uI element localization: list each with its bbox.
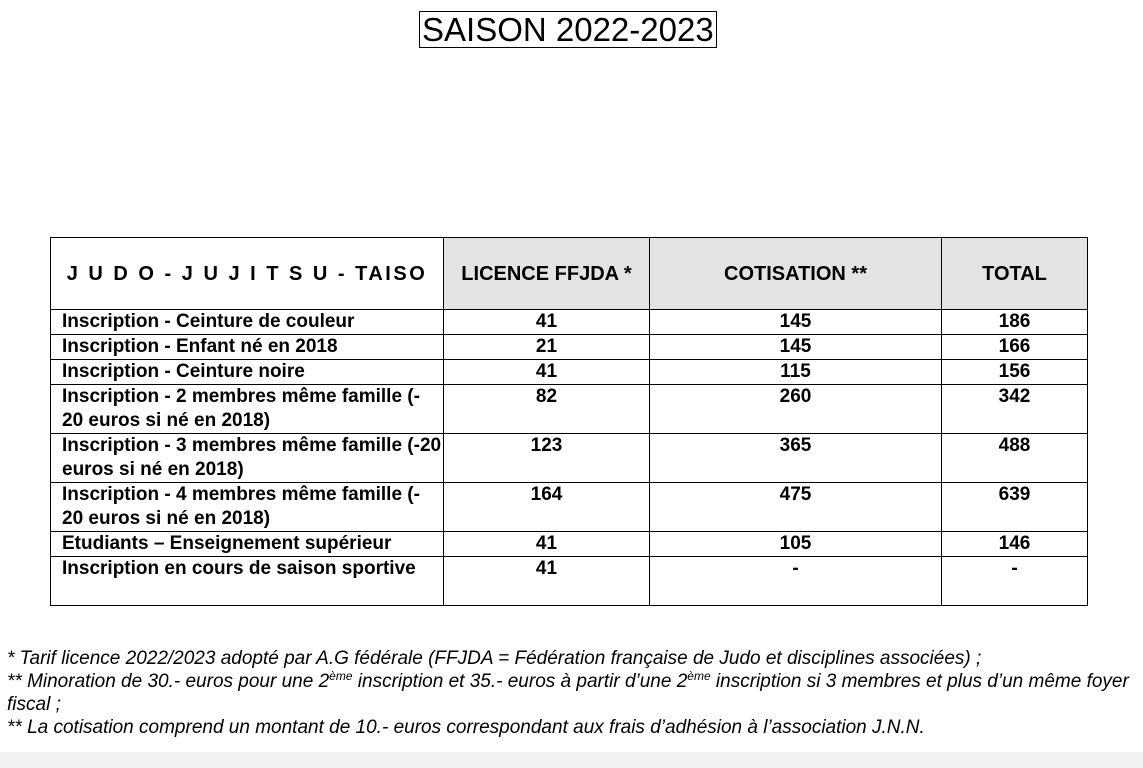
row-label: Inscription en cours de saison sportive [51,557,444,606]
header-cotisation: COTISATION ** [650,238,942,310]
footnotes [7,647,1137,739]
row-label: Inscription - 3 membres même famille (-20 euros si né en 2018) [51,434,444,483]
footnote-minoration: ** Minoration de 30.- euros pour une 2ème inscription et 35.- euros à partir d’une 2ème inscription si 3 membres et plus d’un même foyer fiscal ; [7,669,1129,715]
table-row [51,557,1088,606]
row-licence: 41 [444,360,650,385]
bottom-edge [0,752,1143,768]
row-label: Inscription - Ceinture de couleur [51,310,444,335]
row-cotisation: 365 [650,434,942,483]
table-row [51,310,1088,335]
row-licence: 21 [444,335,650,360]
row-label: Inscription - Enfant né en 2018 [51,335,444,360]
row-label: Etudiants – Enseignement supérieur [51,532,444,557]
row-licence: 41 [444,532,650,557]
table-row [51,335,1088,360]
row-label: Inscription - 2 membres même famille (- 20 euros si né en 2018) [51,385,444,434]
table-row [51,385,1088,434]
header-discipline: J U D O - J U J I T S U - TAISO [51,238,444,310]
table-row [51,532,1088,557]
row-licence: 164 [444,483,650,532]
row-cotisation: 115 [650,360,942,385]
row-total: 186 [942,310,1088,335]
row-total: 146 [942,532,1088,557]
table-row [51,483,1088,532]
row-total: 342 [942,385,1088,434]
row-label: Inscription - 4 membres même famille (- 20 euros si né en 2018) [51,483,444,532]
table-row [51,360,1088,385]
row-total: 488 [942,434,1088,483]
row-cotisation: - [650,557,942,606]
table-header-row [51,238,1088,310]
row-total: 156 [942,360,1088,385]
table-row [51,434,1088,483]
tarifs-table [50,237,1088,606]
header-licence: LICENCE FFJDA * [444,238,650,310]
row-label: Inscription - Ceinture noire [51,360,444,385]
row-total: 639 [942,483,1088,532]
row-licence: 41 [444,310,650,335]
footnote-licence: * Tarif licence 2022/2023 adopté par A.G fédérale (FFJDA = Fédération française de Judo et disciplines associées) ; [7,648,982,669]
row-cotisation: 145 [650,335,942,360]
row-licence: 41 [444,557,650,606]
row-total: - [942,557,1088,606]
row-cotisation: 475 [650,483,942,532]
row-licence: 123 [444,434,650,483]
row-cotisation: 260 [650,385,942,434]
row-licence: 82 [444,385,650,434]
row-total: 166 [942,335,1088,360]
header-total: TOTAL [942,238,1088,310]
row-cotisation: 105 [650,532,942,557]
page-title: SAISON 2022-2023 [419,11,717,48]
row-cotisation: 145 [650,310,942,335]
footnote-cotisation: ** La cotisation comprend un montant de 10.- euros correspondant aux frais d’adhésion à l’association J.N.N. [7,717,925,738]
